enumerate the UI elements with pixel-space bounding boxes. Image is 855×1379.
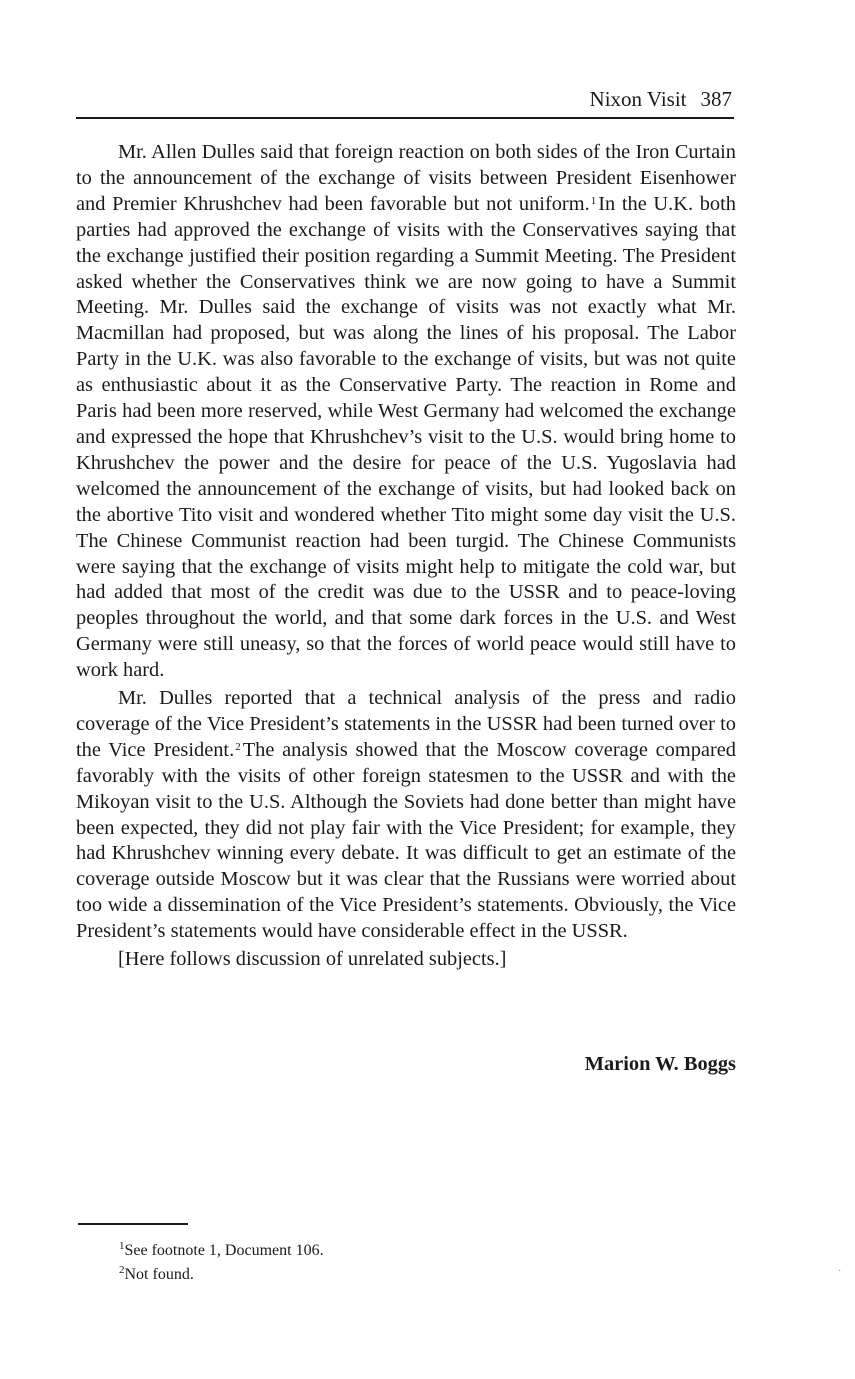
paragraph-2 bbox=[76, 686, 736, 945]
footnotes bbox=[119, 1239, 719, 1287]
paragraph-1 bbox=[76, 140, 736, 684]
footnote-text: See footnote 1, Document 106. bbox=[124, 1242, 324, 1259]
header-rule bbox=[76, 117, 734, 119]
footnote-2 bbox=[119, 1263, 719, 1287]
footnote-1 bbox=[119, 1239, 719, 1263]
scan-speck: · bbox=[838, 1266, 842, 1277]
footnote-text: Not found. bbox=[124, 1266, 194, 1283]
footnote-ref-2: 2 bbox=[235, 740, 241, 753]
paragraph-2-text-b: The analysis showed that the Moscow coverage compared favorably with the visits of other foreign statesmen to the USSR and with the Mikoyan visit to the U.S. Although the Soviets had done better than might have been expected, they did not play fair with the Vice President; for example, they had Khrushchev winning every debate. It was difficult to get an estimate of the coverage outside Moscow but it was clear that the Russians were worried about too wide a dissemination of the Vice President’s statements. Obviously, the Vice President’s statements would have considerable effect in the USSR. bbox=[76, 738, 736, 943]
editorial-note: [Here follows discussion of unrelated subjects.] bbox=[118, 948, 507, 971]
paragraph-2-text-a: Mr. Dulles reported that a technical analysis of the press and radio coverage of the Vice President’s statements in the USSR had been turned over to the Vice President. bbox=[76, 687, 736, 761]
footnote-number: 1 bbox=[119, 1240, 125, 1252]
running-head bbox=[76, 86, 732, 112]
footnote-ref-1: 1 bbox=[590, 194, 597, 207]
paragraph-1-text-a: Mr. Allen Dulles said that foreign reaction on both sides of the Iron Curtain to the announcement of the exchange of visits between President Eisenhower and Premier Khrushchev had been favorable but not uniform. bbox=[76, 141, 736, 215]
paragraph-1-text-b: In the U.K. both parties had approved the exchange of visits with the Conservatives saying that the exchange justified their position regarding a Summit Meeting. The President asked whether the Conservatives think we are now going to have a Summit Meeting. Mr. Dulles said the exchange of visits was not exactly what Mr. Macmillan had proposed, but was along the lines of his proposal. The Labor Party in the U.K. was also favorable to the exchange of visits, but was not quite as enthusiastic about it as the Conservative Party. The reaction in Rome and Paris had been more reserved, while West Germany had welcomed the exchange and expressed the hope that Khrushchev’s visit to the U.S. would bring home to Khrushchev the power and the desire for peace of the U.S. Yugoslavia had welcomed the announcement of the exchange of visits, but had looked back on the abortive Tito visit and wondered whether Tito might some day visit the U.S. The Chinese Communist reaction had been turgid. The Chinese Communists were saying that the exchange of visits might help to mitigate the cold war, but had added that most of the credit was due to the USSR and to peace-loving peoples throughout the world, and that some dark forces in the U.S. and West Germany were still uneasy, so that the forces of world peace would still have to work hard. bbox=[76, 192, 736, 682]
footnote-number: 2 bbox=[119, 1264, 125, 1276]
signature: Marion W. Boggs bbox=[584, 1053, 736, 1075]
footnote-rule bbox=[78, 1223, 188, 1225]
running-title: Nixon Visit bbox=[589, 87, 687, 111]
page-number: 387 bbox=[700, 87, 732, 111]
body-text bbox=[76, 140, 736, 975]
